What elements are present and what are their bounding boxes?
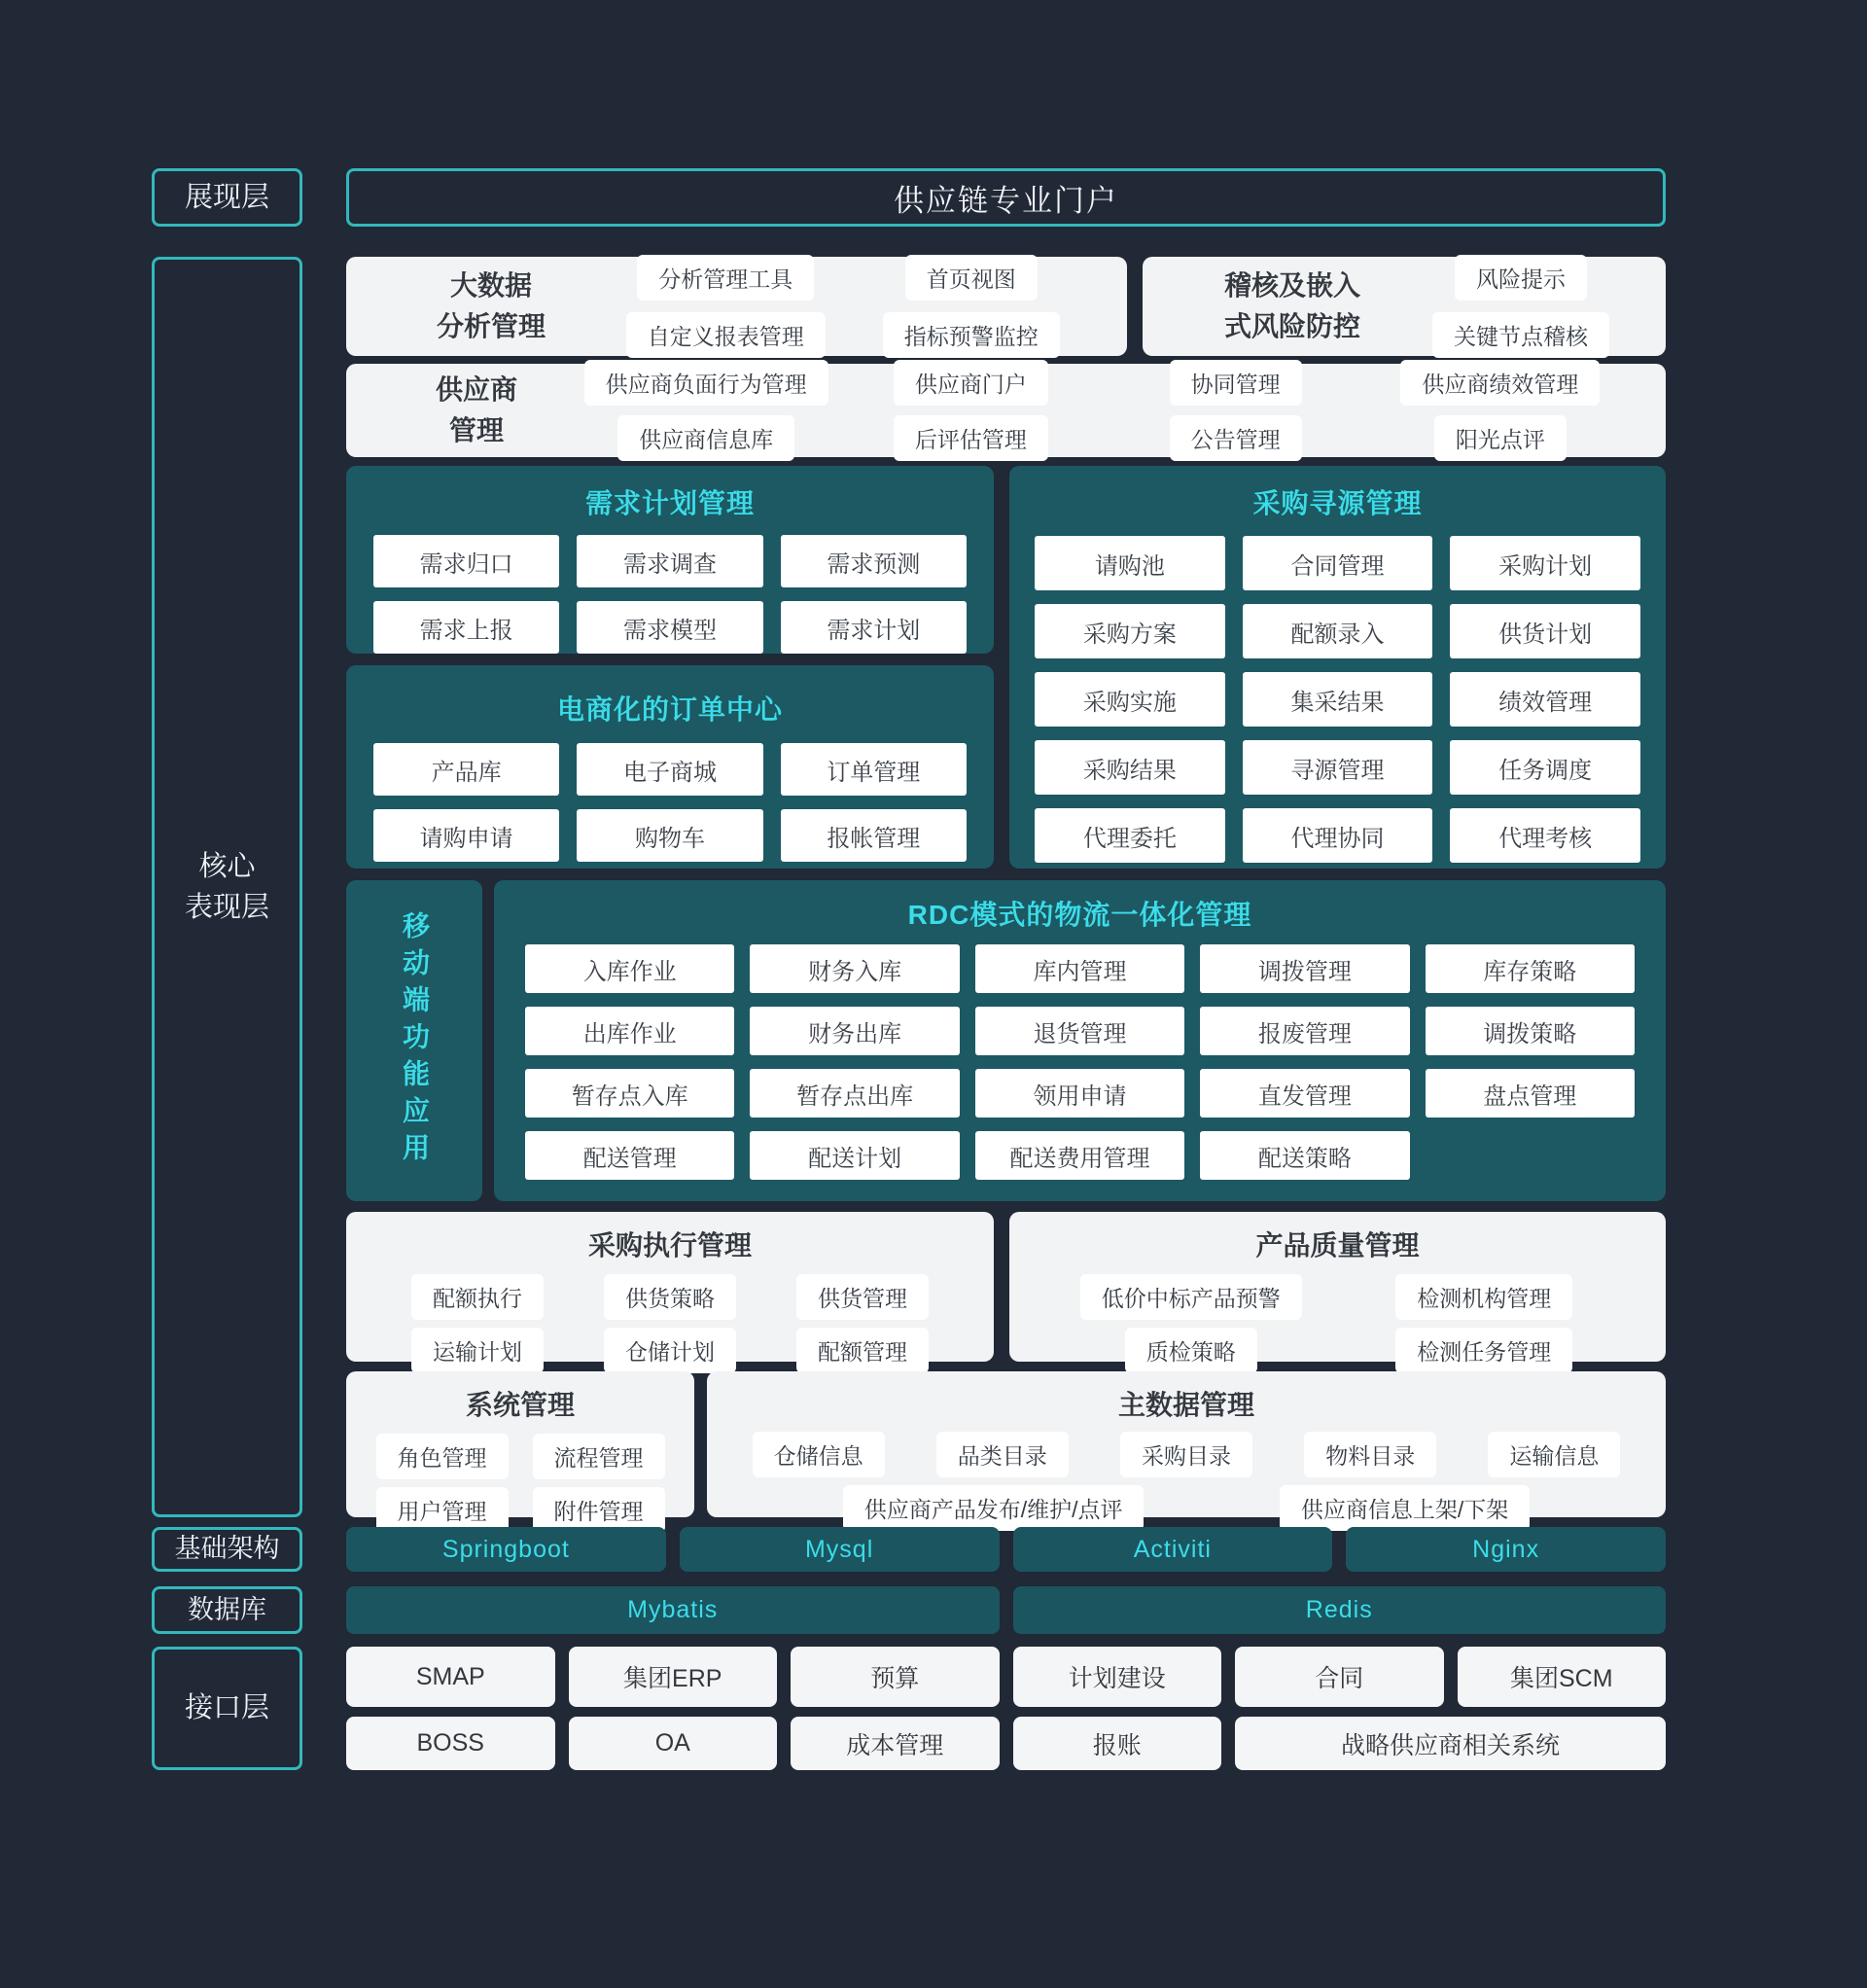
module-item: 供货计划 bbox=[1450, 604, 1640, 658]
section-title: 稽核及嵌入 式风险防控 bbox=[1223, 270, 1360, 341]
layer-label-text: 核心 bbox=[198, 850, 256, 882]
module-chip: 配额管理 bbox=[796, 1328, 929, 1373]
module-item: 产品库 bbox=[373, 743, 559, 796]
module-chip: 供货策略 bbox=[604, 1274, 736, 1320]
section-bigdata bbox=[346, 257, 1127, 356]
portal-title: 供应链专业门户 bbox=[894, 183, 1118, 218]
module-item: 采购计划 bbox=[1450, 536, 1640, 590]
module-item: 采购方案 bbox=[1035, 604, 1225, 658]
module-item: 盘点管理 bbox=[1426, 1069, 1635, 1118]
module-chip: 关键节点稽核 bbox=[1432, 312, 1609, 358]
module-chip: 低价中标产品预警 bbox=[1080, 1274, 1302, 1320]
module-chip: 附件管理 bbox=[533, 1487, 665, 1533]
module-item: 配送策略 bbox=[1200, 1131, 1409, 1180]
module-item: 电子商城 bbox=[577, 743, 762, 796]
section-ecommerce bbox=[346, 665, 994, 869]
module-item: 代理协同 bbox=[1243, 808, 1433, 863]
interface-item: 合同 bbox=[1235, 1647, 1444, 1707]
interface-item: OA bbox=[569, 1717, 778, 1770]
interface-item: 集团ERP bbox=[569, 1647, 778, 1707]
module-item: 购物车 bbox=[577, 809, 762, 862]
section-mobile bbox=[346, 880, 482, 1201]
module-item: 财务入库 bbox=[750, 944, 959, 993]
module-item: 报帐管理 bbox=[781, 809, 967, 862]
module-chip: 后评估管理 bbox=[894, 415, 1048, 461]
module-item: 采购实施 bbox=[1035, 672, 1225, 727]
module-item: 需求调查 bbox=[577, 535, 762, 587]
infrastructure-row bbox=[346, 1527, 1666, 1572]
module-item: 财务出库 bbox=[750, 1007, 959, 1055]
interface-item: 战略供应商相关系统 bbox=[1235, 1717, 1666, 1770]
module-chip: 仓储计划 bbox=[604, 1328, 736, 1373]
module-item: 配送费用管理 bbox=[975, 1131, 1184, 1180]
module-chip: 物料目录 bbox=[1304, 1432, 1436, 1477]
module-item: 库存策略 bbox=[1426, 944, 1635, 993]
module-item: 需求计划 bbox=[781, 601, 967, 654]
tech-item: Redis bbox=[1013, 1586, 1667, 1634]
module-item: 请购申请 bbox=[373, 809, 559, 862]
module-chip: 流程管理 bbox=[533, 1434, 665, 1479]
module-item: 采购结果 bbox=[1035, 740, 1225, 795]
layer-label-text: 基础架构 bbox=[174, 1534, 280, 1564]
module-item: 需求模型 bbox=[577, 601, 762, 654]
layer-label-text: 表现层 bbox=[184, 892, 269, 923]
module-chip: 配额执行 bbox=[411, 1274, 544, 1320]
section-title: 产品质量管理 bbox=[1255, 1230, 1420, 1260]
module-item: 配送管理 bbox=[525, 1131, 734, 1180]
module-item: 退货管理 bbox=[975, 1007, 1184, 1055]
module-chip: 检测机构管理 bbox=[1395, 1274, 1572, 1320]
tech-item: Nginx bbox=[1346, 1527, 1666, 1572]
module-chip: 供应商绩效管理 bbox=[1400, 360, 1600, 406]
section-title: 需求计划管理 bbox=[584, 488, 755, 518]
interface-item: 报账 bbox=[1013, 1717, 1222, 1770]
module-item: 代理委托 bbox=[1035, 808, 1225, 863]
tech-item: Mybatis bbox=[346, 1586, 1000, 1634]
section-title: 供应商 管理 bbox=[435, 374, 517, 445]
section-title: 电商化的订单中心 bbox=[556, 694, 783, 725]
section-sourcing bbox=[1009, 466, 1666, 869]
layer-label-interface bbox=[152, 1647, 302, 1770]
module-chip: 仓储信息 bbox=[753, 1432, 885, 1477]
module-item: 请购池 bbox=[1035, 536, 1225, 590]
module-chip: 采购目录 bbox=[1120, 1432, 1252, 1477]
section-title: RDC模式的物流一体化管理 bbox=[907, 900, 1252, 930]
section-demand bbox=[346, 466, 994, 654]
module-chip: 运输计划 bbox=[411, 1328, 544, 1373]
section-quality bbox=[1009, 1212, 1666, 1365]
interface-item: 预算 bbox=[791, 1647, 1000, 1707]
portal-title-box bbox=[346, 168, 1666, 227]
module-chip: 分析管理工具 bbox=[637, 255, 814, 301]
section-title: 主数据管理 bbox=[1117, 1390, 1254, 1420]
section-execution bbox=[346, 1212, 994, 1365]
section-title: 采购执行管理 bbox=[587, 1230, 752, 1260]
interface-item: BOSS bbox=[346, 1717, 555, 1770]
module-chip: 供应商信息库 bbox=[617, 415, 794, 461]
module-chip: 供应商门户 bbox=[894, 360, 1048, 406]
module-item: 入库作业 bbox=[525, 944, 734, 993]
module-item: 订单管理 bbox=[781, 743, 967, 796]
module-item: 任务调度 bbox=[1450, 740, 1640, 795]
section-title: 移动端功能应用 bbox=[400, 911, 430, 1170]
tech-item: Springboot bbox=[346, 1527, 666, 1572]
interface-row-2 bbox=[346, 1717, 1666, 1770]
layer-label-infrastructure bbox=[152, 1527, 302, 1572]
module-chip: 供货管理 bbox=[796, 1274, 929, 1320]
module-chip: 供应商信息上架/下架 bbox=[1280, 1485, 1530, 1531]
section-supplier bbox=[346, 364, 1666, 457]
module-chip: 自定义报表管理 bbox=[626, 312, 826, 358]
module-chip: 检测任务管理 bbox=[1395, 1328, 1572, 1373]
module-item: 调拨策略 bbox=[1426, 1007, 1635, 1055]
section-title: 大数据 分析管理 bbox=[436, 270, 546, 341]
interface-item: 集团SCM bbox=[1458, 1647, 1667, 1707]
module-chip: 用户管理 bbox=[376, 1487, 509, 1533]
module-item: 需求上报 bbox=[373, 601, 559, 654]
module-item: 配送计划 bbox=[750, 1131, 959, 1180]
module-item: 代理考核 bbox=[1450, 808, 1640, 863]
tech-item: Activiti bbox=[1013, 1527, 1333, 1572]
module-item: 寻源管理 bbox=[1243, 740, 1433, 795]
section-title: 系统管理 bbox=[465, 1390, 575, 1420]
module-chip: 阳光点评 bbox=[1434, 415, 1567, 461]
module-item: 需求归口 bbox=[373, 535, 559, 587]
module-chip: 品类目录 bbox=[936, 1432, 1069, 1477]
interface-item: SMAP bbox=[346, 1647, 555, 1707]
layer-label-text: 数据库 bbox=[188, 1594, 266, 1624]
module-chip: 风险提示 bbox=[1455, 255, 1587, 301]
module-item: 出库作业 bbox=[525, 1007, 734, 1055]
layer-label-presentation bbox=[152, 168, 302, 227]
module-item: 合同管理 bbox=[1243, 536, 1433, 590]
section-rdc bbox=[494, 880, 1666, 1201]
tech-item: Mysql bbox=[680, 1527, 1000, 1572]
module-item: 直发管理 bbox=[1200, 1069, 1409, 1118]
interface-item: 成本管理 bbox=[791, 1717, 1000, 1770]
module-chip: 运输信息 bbox=[1488, 1432, 1620, 1477]
layer-label-text: 展现层 bbox=[184, 181, 269, 213]
module-chip: 供应商产品发布/维护/点评 bbox=[843, 1485, 1145, 1531]
interface-row-1 bbox=[346, 1647, 1666, 1707]
layer-label-text: 接口层 bbox=[184, 1692, 269, 1724]
module-chip: 协同管理 bbox=[1170, 360, 1302, 406]
module-item: 需求预测 bbox=[781, 535, 967, 587]
module-item: 暂存点入库 bbox=[525, 1069, 734, 1118]
database-row bbox=[346, 1586, 1666, 1634]
section-masterdata bbox=[707, 1371, 1666, 1522]
interface-item: 计划建设 bbox=[1013, 1647, 1222, 1707]
module-item: 配额录入 bbox=[1243, 604, 1433, 658]
module-chip: 供应商负面行为管理 bbox=[584, 360, 828, 406]
module-item: 集采结果 bbox=[1243, 672, 1433, 727]
module-item: 调拨管理 bbox=[1200, 944, 1409, 993]
module-chip: 首页视图 bbox=[905, 255, 1038, 301]
module-chip: 质检策略 bbox=[1125, 1328, 1257, 1373]
module-item: 库内管理 bbox=[975, 944, 1184, 993]
section-system bbox=[346, 1371, 694, 1524]
module-item: 暂存点出库 bbox=[750, 1069, 959, 1118]
layer-label-database bbox=[152, 1586, 302, 1634]
module-chip: 公告管理 bbox=[1170, 415, 1302, 461]
layer-label-core bbox=[152, 257, 302, 1517]
module-chip: 指标预警监控 bbox=[883, 312, 1060, 358]
module-item: 报废管理 bbox=[1200, 1007, 1409, 1055]
module-item: 绩效管理 bbox=[1450, 672, 1640, 727]
section-audit bbox=[1143, 257, 1666, 356]
module-chip: 角色管理 bbox=[376, 1434, 509, 1479]
module-item: 领用申请 bbox=[975, 1069, 1184, 1118]
section-title: 采购寻源管理 bbox=[1252, 488, 1423, 518]
